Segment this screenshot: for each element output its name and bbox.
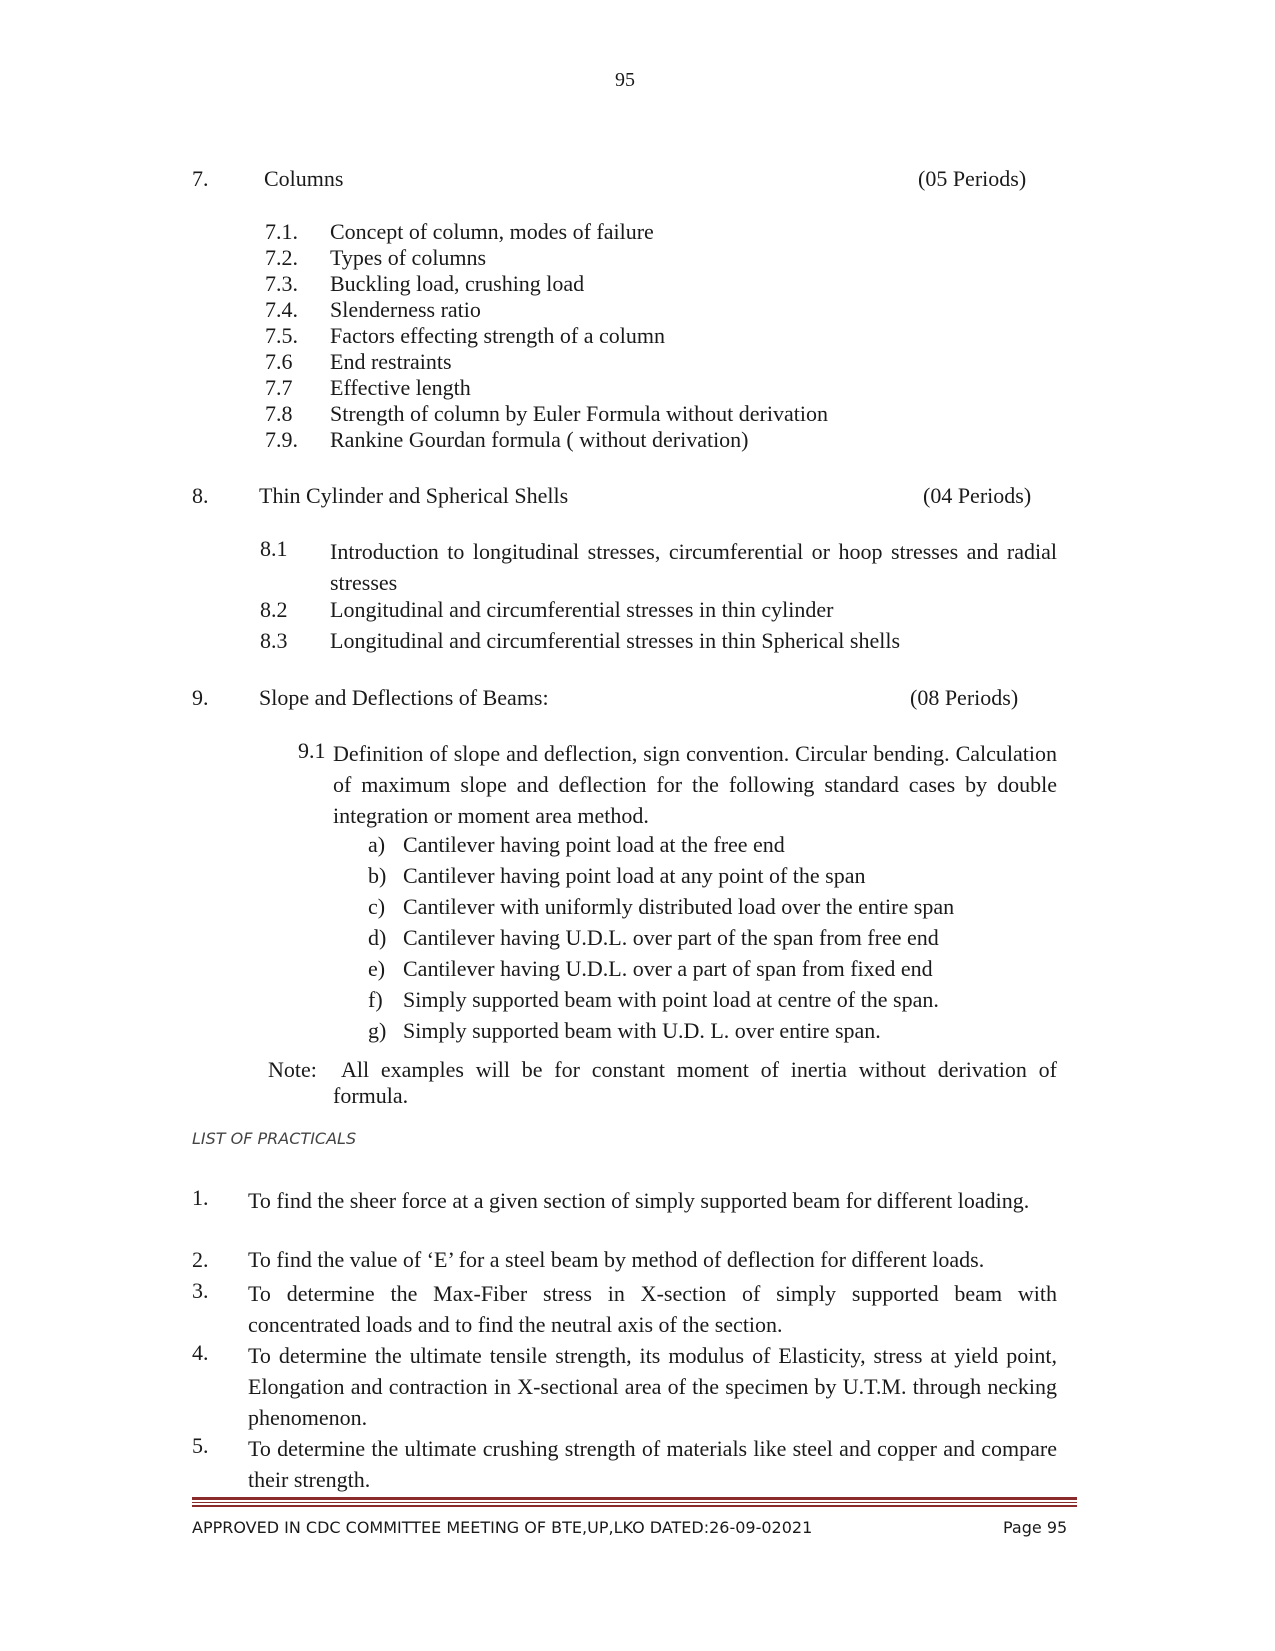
item-number: 7.9.: [265, 427, 298, 452]
practicals-heading: LIST OF PRACTICALS: [192, 1129, 357, 1148]
practical-text: To find the sheer force at a given section of simply supported beam for different loading.: [248, 1188, 1030, 1213]
section-periods: (08 Periods): [910, 685, 1019, 710]
item-text: Longitudinal and circumferential stresses in thin cylinder: [330, 597, 834, 622]
item-text: Factors effecting strength of a column: [330, 323, 665, 348]
practical-number: 3.: [192, 1278, 209, 1303]
case-text: Cantilever having U.D.L. over part of the span from free end: [403, 925, 939, 950]
item-number: 8.2: [260, 597, 288, 622]
case-letter: f): [368, 987, 383, 1012]
item-number: 7.3.: [265, 271, 298, 296]
footer-rule-lower: [192, 1505, 1077, 1507]
item-number: 9.1: [298, 738, 326, 763]
footer-rule-thin: [192, 1502, 1077, 1503]
item-text: Longitudinal and circumferential stresses in thin Spherical shells: [330, 628, 901, 653]
section-number: 9.: [192, 685, 209, 710]
item-number: 8.3: [260, 628, 288, 653]
item-text: Definition of slope and deflection, sign convention. Circular bending. Calculation of maximum slope and deflection for the following standard cases by double integration or moment area method.: [333, 741, 1057, 828]
item-number: 7.6: [265, 349, 293, 374]
page-number-top: 95: [615, 69, 635, 91]
case-letter: b): [368, 863, 387, 888]
item-number: 8.1: [260, 536, 288, 561]
item-text: Introduction to longitudinal stresses, circumferential or hoop stresses and radial stresses: [330, 539, 1057, 595]
footer-page: Page 95: [1003, 1518, 1068, 1537]
case-letter: e): [368, 956, 386, 981]
practical-number: 2.: [192, 1247, 209, 1272]
footer-rule: [192, 1497, 1077, 1500]
item-number: 7.5.: [265, 323, 298, 348]
practical-text: To determine the ultimate tensile strength, its modulus of Elasticity, stress at yield point, Elongation and contraction in X-sectional area of the specimen by U.T.M. through necking phenomenon.: [248, 1343, 1057, 1430]
case-letter: a): [368, 832, 386, 857]
case-text: Simply supported beam with point load at centre of the span.: [403, 987, 939, 1012]
item-number: 7.1.: [265, 219, 298, 244]
section-number: 8.: [192, 483, 209, 508]
item-number: 7.8: [265, 401, 293, 426]
section-title: Thin Cylinder and Spherical Shells: [259, 483, 569, 508]
section-periods: (05 Periods): [918, 166, 1027, 191]
case-letter: g): [368, 1018, 387, 1043]
practical-text: To determine the Max-Fiber stress in X-section of simply supported beam with concentrated loads and to find the neutral axis of the section.: [248, 1281, 1057, 1337]
case-text: Cantilever having point load at the free end: [403, 832, 785, 857]
case-letter: d): [368, 925, 387, 950]
practical-number: 4.: [192, 1340, 209, 1365]
item-number: 7.4.: [265, 297, 298, 322]
section-number: 7.: [192, 166, 209, 191]
item-text: End restraints: [330, 349, 452, 374]
case-text: Simply supported beam with U.D. L. over entire span.: [403, 1018, 881, 1043]
item-text: Rankine Gourdan formula ( without derivation): [330, 427, 749, 452]
item-text: Buckling load, crushing load: [330, 271, 585, 296]
item-text: Effective length: [330, 375, 471, 400]
case-text: Cantilever having point load at any point of the span: [403, 863, 866, 888]
item-text: Types of columns: [330, 245, 487, 270]
note-text: All examples will be for constant moment of inertia without derivation of formula.: [333, 1057, 1057, 1108]
section-title: Slope and Deflections of Beams:: [259, 685, 549, 710]
item-text: Slenderness ratio: [330, 297, 481, 322]
practical-number: 5.: [192, 1433, 209, 1458]
footer-text: APPROVED IN CDC COMMITTEE MEETING OF BTE,UP,LKO DATED:26-09-02021: [192, 1518, 813, 1537]
practical-text: To find the value of ‘E’ for a steel beam by method of deflection for different loads.: [248, 1247, 985, 1272]
case-text: Cantilever with uniformly distributed load over the entire span: [403, 894, 955, 919]
practical-number: 1.: [192, 1185, 209, 1210]
item-text: Concept of column, modes of failure: [330, 219, 654, 244]
case-letter: c): [368, 894, 386, 919]
section-periods: (04 Periods): [923, 483, 1032, 508]
practical-text: To determine the ultimate crushing strength of materials like steel and copper and compare their strength.: [248, 1436, 1057, 1492]
section-title: Columns: [264, 166, 344, 191]
item-text: Strength of column by Euler Formula without derivation: [330, 401, 828, 426]
case-text: Cantilever having U.D.L. over a part of span from fixed end: [403, 956, 933, 981]
item-number: 7.7: [265, 375, 293, 400]
note-label: Note:: [268, 1057, 317, 1082]
item-number: 7.2.: [265, 245, 298, 270]
